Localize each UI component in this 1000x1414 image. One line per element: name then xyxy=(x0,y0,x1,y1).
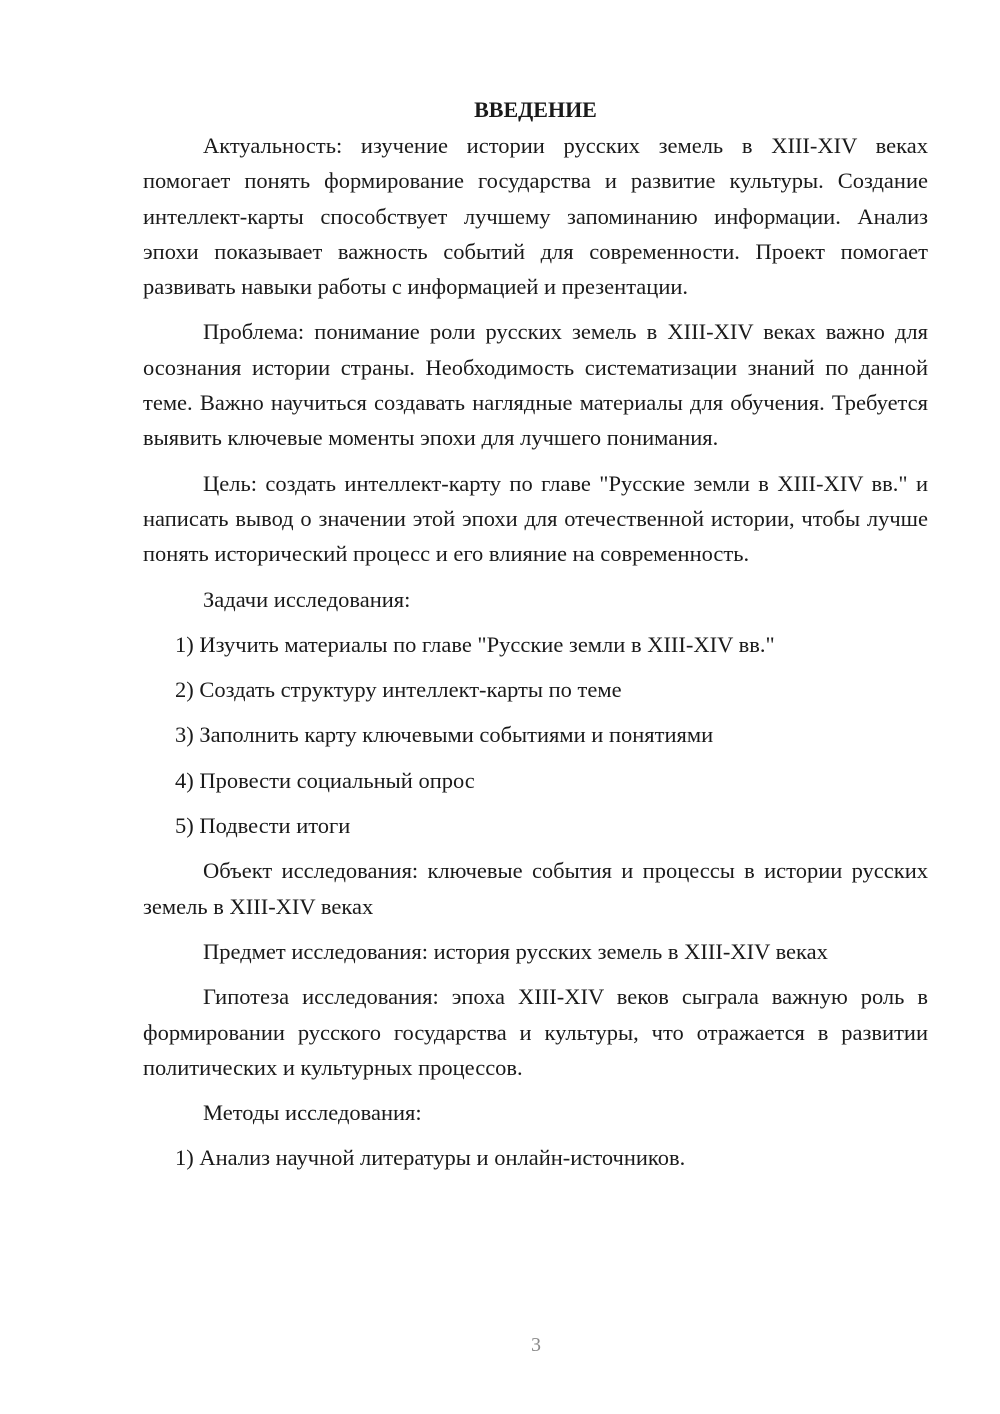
task-item-3: 3) Заполнить карту ключевыми событиями и понятиями xyxy=(175,722,714,748)
method-item-1: 1) Анализ научной литературы и онлайн-источников. xyxy=(175,1145,686,1171)
task-item-1: 1) Изучить материалы по главе "Русские земли в XIII-XIV вв." xyxy=(175,631,775,657)
methods-heading: Методы исследования: xyxy=(203,1100,422,1126)
page-title: ВВЕДЕНИЕ xyxy=(474,97,597,122)
paragraph-object: Объект исследования: ключевые события и процессы в истории русских земель в XIII-XIV веках xyxy=(143,858,928,919)
paragraph-relevance: Актуальность: изучение истории русских земель в XIII-XIV веках помогает понять формирование государства и развитие культуры. Создание интеллект-карты способствует лучшему запоминанию информации. Анализ эпохи показывает важность событий для современности. Проект помогает развивать навыки работы с информацией и презентации. xyxy=(143,133,928,300)
task-item-4: 4) Провести социальный опрос xyxy=(175,767,475,793)
task-item-2: 2) Создать структуру интеллект-карты по теме xyxy=(175,677,622,703)
paragraph-hypothesis: Гипотеза исследования: эпоха XIII-XIV веков сыграла важную роль в формировании русского государства и культуры, что отражается в развитии политических и культурных процессов. xyxy=(143,984,928,1080)
paragraph-goal: Цель: создать интеллект-карту по главе "Русские земли в XIII-XIV вв." и написать вывод о значении этой эпохи для отечественной истории, чтобы лучше понять исторический процесс и его влияние на современность. xyxy=(143,470,928,567)
tasks-heading: Задачи исследования: xyxy=(203,586,411,612)
task-item-5: 5) Подвести итоги xyxy=(175,813,351,839)
document-page xyxy=(143,92,928,1176)
paragraph-problem: Проблема: понимание роли русских земель в XIII-XIV веках важно для осознания истории страны. Необходимость систематизации знаний по данной теме. Важно научиться создавать наглядные материалы для обучения. Требуется выявить ключевые моменты эпохи для лучшего понимания. xyxy=(143,319,928,451)
paragraph-subject: Предмет исследования: история русских земель в XIII-XIV веках xyxy=(203,938,828,964)
page-number: 3 xyxy=(531,1334,541,1356)
